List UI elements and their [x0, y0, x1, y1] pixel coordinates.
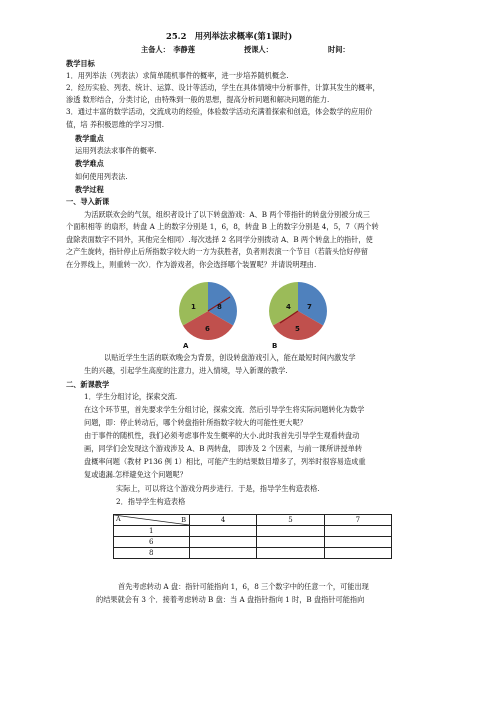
table-cell — [324, 526, 391, 537]
section2-line: 在这个环节里，首先要求学生分组讨论，探索交流．然后引导学生将实际问题转化为数学 — [84, 405, 365, 414]
table-column-header: 4 — [190, 515, 257, 526]
section1-after-line1: 以贴近学生生活的联欢晚会为背景，创设转盘游戏引入，能在最短时间内激发学 — [104, 353, 356, 362]
page-title: 25.2 用列举法求概率(第1课时) — [166, 31, 293, 41]
objective-2-line2: 渗透 数形结合，分类讨论，由特殊到一般的思想，提高分析问题和解决问题的能力. — [66, 95, 330, 104]
section2-item1: 1．学生分组讨论，探索交流. — [84, 392, 178, 401]
spinner-a-label: A — [183, 342, 189, 350]
difficulty-heading: 教学难点 — [75, 159, 104, 168]
table-cell — [324, 537, 391, 548]
table-corner-cell — [114, 515, 190, 526]
footer-line2: 的结果就会有 3 个．接着考虑转动 B 盘：当 A 盘指针指向 1 时，B 盘指针可能指向 — [96, 595, 365, 604]
table-cell — [257, 548, 324, 559]
section2-item2: 2．指导学生构造表格 — [116, 497, 186, 506]
section2-line: 画，同学们会发现这个游戏涉及 A、B 两转盘， 即涉及 2 个因素，与前一课所讲授单转 — [84, 444, 363, 453]
spinner-a-number: 6 — [205, 325, 210, 333]
section1-line: 之产生旋转，指针停止后所指数字较大的一方为获胜者，负者则表演一个节目（若箭头恰好停留 — [66, 247, 368, 256]
table-row — [114, 537, 392, 548]
section2-line-after: 实际上，可以将这个游戏分两步进行．于是，指导学生构造表格. — [116, 484, 320, 493]
spinner-a-number: 8 — [217, 303, 222, 311]
section1-line: 为活跃联欢会的气氛，组织者设计了以下转盘游戏：A、B 两个带指针的转盘分别被分成三 — [84, 210, 370, 219]
section2-line: 盘概率问题（教材 P136 例 1）相比，可能产生的结果数目增多了，列举时很容易造成重 — [84, 457, 366, 466]
section2-heading: 二、新课教学 — [66, 380, 110, 389]
objective-2-line1: 2．经历实验、列表、统计、运算、设计等活动，学生在具体情境中分析事件，计算其发生的概率， — [66, 83, 380, 92]
section1-heading: 一、导入新课 — [66, 197, 110, 206]
table-row — [114, 548, 392, 559]
process-heading: 教学过程 — [75, 185, 104, 194]
teacher: 授课人： — [244, 45, 273, 54]
outcome-table — [113, 514, 392, 559]
key-points-heading: 教学重点 — [75, 134, 104, 143]
key-points-text: 运用列表法求事件的概率. — [75, 146, 157, 155]
preparer: 主备人： 李静莲 — [141, 45, 195, 54]
table-cell — [257, 537, 324, 548]
table-cell — [324, 548, 391, 559]
section2-line: 由于事件的随机性，我们必须考虑事件发生概率的大小.此时我首先引导学生观看转盘动 — [84, 431, 360, 440]
objective-3-line2: 值，培 养积极思维的学习习惯. — [66, 120, 165, 129]
spinner-b-number: 5 — [295, 325, 300, 333]
time: 时间： — [328, 45, 350, 54]
spinner-b-label: B — [272, 342, 278, 350]
table-row-header: 6 — [114, 537, 190, 548]
difficulty-text: 如何使用列表法. — [75, 172, 128, 181]
table-cell — [190, 526, 257, 537]
section1-line: 盘除表面数字不同外，其他完全相同）.每次选择 2 名同学分别拨动 A、B 两个转盘上的指针，使 — [66, 235, 373, 244]
table-column-header: 5 — [257, 515, 324, 526]
footer-line1: 首先考虑转动 A 盘：指针可能指向 1，6，8 三个数字中的任意一个，可能出现 — [118, 582, 369, 591]
table-header-row — [114, 515, 392, 526]
section1-line: 在分界线上，则重转一次）．作为游戏者，你会选择哪个装置呢？并请说明理由. — [66, 260, 317, 269]
table-row-header: 1 — [114, 526, 190, 537]
section1-after-line2: 生的兴趣，引起学生高度的注意力，进入情境，导入新课的教学. — [84, 366, 288, 375]
table-cell — [257, 526, 324, 537]
section2-line: 复或遗漏.怎样避免这个问题呢？ — [84, 470, 187, 479]
objective-1: 1．用列举法（列表法）求简单随机事件的概率，进一步培养随机概念. — [66, 71, 289, 80]
corner-diagonal — [114, 515, 189, 525]
table-row-header: 8 — [114, 548, 190, 559]
objective-3-line1: 3．通过丰富的数学活动，交流成功的经验，体验数学活动充满着探索和创造，体会数学的应用价 — [66, 107, 373, 116]
table-column-header: 7 — [324, 515, 391, 526]
spinner-b-number: 7 — [307, 303, 312, 311]
section1-line: 个面积相等 的扇形，转盘 A 上的数字分别是 1，6，8，转盘 B 上的数字分别是 4，5，7（两个转 — [66, 222, 379, 231]
corner-label-a: A — [116, 515, 121, 523]
table-row — [114, 526, 392, 537]
objectives-heading: 教学目标 — [66, 59, 95, 68]
corner-label-b: B — [181, 516, 186, 524]
table-cell — [190, 548, 257, 559]
spinner-b-number: 4 — [286, 303, 291, 311]
section2-line: 问题，即：停止转动后，哪个转盘指针所指数字较大的可能性更大呢？ — [84, 418, 307, 427]
spinner-a-number: 1 — [191, 303, 196, 311]
table-cell — [190, 537, 257, 548]
